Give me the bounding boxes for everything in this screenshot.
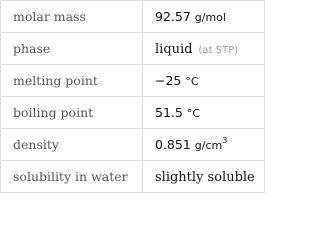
row-label: molar mass [1, 1, 143, 33]
table-row-melting-point [1, 65, 265, 97]
row-label: melting point [1, 65, 143, 97]
row-unit-base: g/cm [194, 139, 223, 152]
row-qualifier: (at STP) [198, 44, 239, 56]
row-value-cell [143, 33, 265, 65]
row-value: 51.5 [155, 105, 183, 120]
row-value-cell [143, 161, 265, 193]
row-label: boiling point [1, 97, 143, 129]
row-value-cell [143, 1, 265, 33]
row-value: liquid [155, 41, 193, 57]
row-value-cell [143, 97, 265, 129]
row-value: slightly soluble [155, 169, 255, 185]
row-label: solubility in water [1, 161, 143, 193]
table-row-phase [1, 33, 265, 65]
row-value: 0.851 [155, 137, 191, 152]
row-value: −25 [155, 73, 182, 88]
row-label: density [1, 129, 143, 161]
row-unit: °C [186, 107, 201, 120]
row-label: phase [1, 33, 143, 65]
table-row-boiling-point [1, 97, 265, 129]
row-unit-exponent: 3 [222, 136, 228, 146]
row-unit [194, 136, 228, 152]
table-row-solubility [1, 161, 265, 193]
row-value: 92.57 [155, 9, 191, 24]
row-value-cell [143, 65, 265, 97]
table-row-molar-mass [1, 1, 265, 33]
row-value-cell [143, 129, 265, 161]
row-unit: g/mol [194, 11, 226, 24]
table-row-density [1, 129, 265, 161]
row-unit: °C [185, 75, 199, 88]
